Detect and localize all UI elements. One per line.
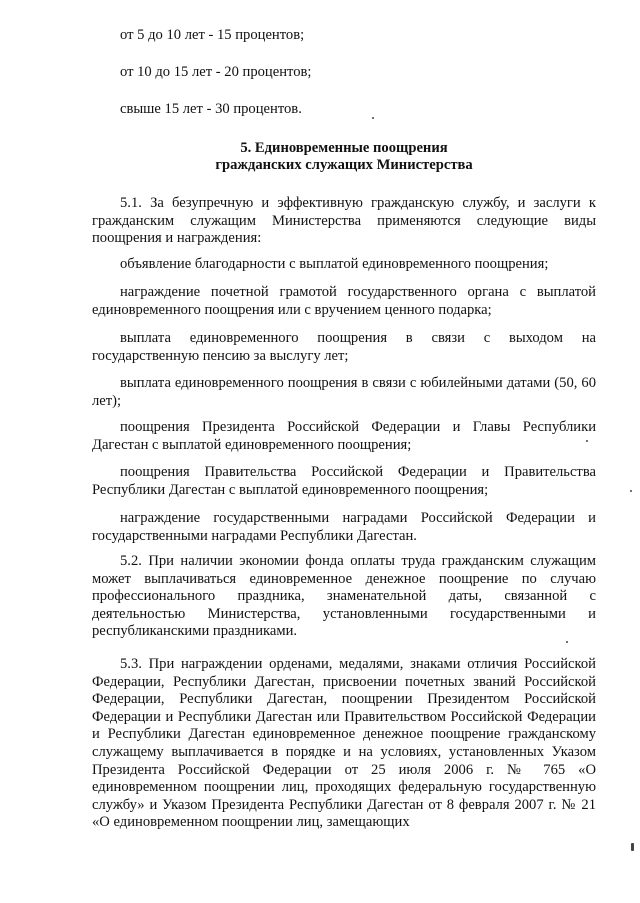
section-subtitle: гражданских служащих Министерства xyxy=(215,157,473,173)
list-item: поощрения Президента Российской Федерации и Главы Республики Дагестан с выплатой единовременного поощрения; xyxy=(92,419,596,453)
list-item: поощрения Правительства Российской Федерации и Правительства Республики Дагестан с выплатой единовременного поощрения; xyxy=(92,464,596,498)
scan-speck xyxy=(566,641,568,643)
scan-speck xyxy=(630,490,632,492)
list-item: награждение государственными наградами Российской Федерации и государственными наградами Республики Дагестан. xyxy=(92,510,596,544)
scan-speck xyxy=(586,440,588,442)
list-item: выплата единовременного поощрения в связи с юбилейными датами (50, 60 лет); xyxy=(92,375,596,409)
section-title: 5. Единовременные поощрения xyxy=(240,140,448,156)
list-item: от 5 до 10 лет - 15 процентов; xyxy=(120,27,305,43)
list-item: объявление благодарности с выплатой единовременного поощрения; xyxy=(120,256,549,272)
scan-mark xyxy=(631,843,634,851)
scan-speck xyxy=(372,117,374,119)
paragraph-5-1: 5.1. За безупречную и эффективную гражданскую службу, и заслуги к гражданским служащим Министерства применяются следующие виды поощрения и награждения: xyxy=(92,195,596,247)
list-item: свыше 15 лет - 30 процентов. xyxy=(120,101,302,117)
list-item: от 10 до 15 лет - 20 процентов; xyxy=(120,64,312,80)
paragraph-5-2: 5.2. При наличии экономии фонда оплаты труда гражданским служащим может выплачиваться единовременное денежное поощрение по случаю профессионального праздника, знаменательной даты, связанной с деятельностью Министерства, установленными государственными и республиканскими праздниками. xyxy=(92,553,596,640)
list-item: выплата единовременного поощрения в связи с выходом на государственную пенсию за выслугу лет; xyxy=(92,330,596,364)
list-item: награждение почетной грамотой государственного органа с выплатой единовременного поощрения или с вручением ценного подарка; xyxy=(92,284,596,318)
paragraph-5-3: 5.3. При награждении орденами, медалями, знаками отличия Российской Федерации, Республики Дагестан, присвоении почетных званий Российской Федерации, Республики Дагестан, поощрении Президентом Российской Федерации и Республики Дагестан или Правительством Российской Федерации и Республики Дагестан единовременное денежное поощрение гражданскому служащему выплачивается в порядке и на условиях, установленных Указом Президента Российской Федерации от 25 июля 2006 г. № 765 «О единовременном поощрении лиц, проходящих федеральную государственную службу» и Указом Президента Республики Дагестан от 8 февраля 2007 г. № 21 «О единовременном поощрении лиц, замещающих xyxy=(92,656,596,831)
